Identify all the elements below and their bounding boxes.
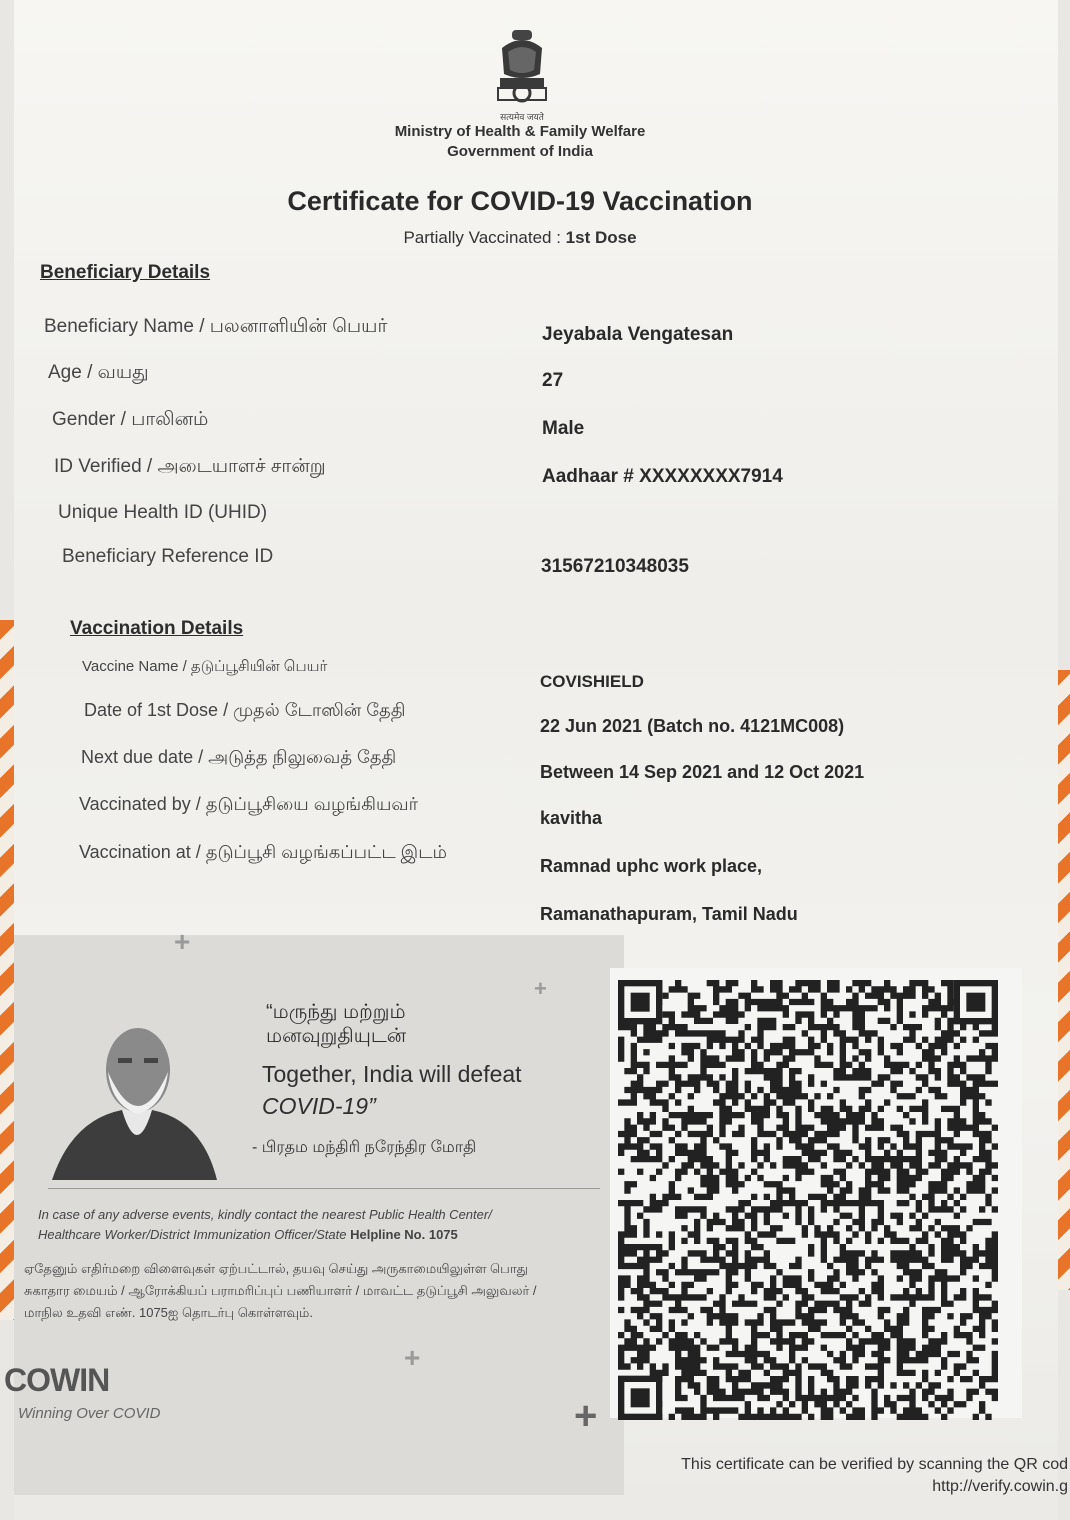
advisory-tamil (24, 1258, 604, 1324)
cowin-tagline: Winning Over COVID (18, 1405, 161, 1422)
vaccination-status (260, 228, 780, 248)
quote-tamil-line-1: “மருந்து மற்றும் (266, 1001, 406, 1023)
beneficiary-name-label: Beneficiary Name / பலனாளியின் பெயர் (44, 316, 388, 337)
qr-code-icon (618, 980, 998, 1420)
ministry-line-1: Ministry of Health & Family Welfare (394, 123, 646, 140)
advisory-tamil-line-3: மாநில உதவி எண். 1075ஐ தொடர்பு கொள்ளவும். (24, 1305, 313, 1320)
first-dose-date-label: Date of 1st Dose / முதல் டோஸின் தேதி (84, 700, 406, 720)
cowin-logo: COWIN (4, 1362, 110, 1398)
status-dose: 1st Dose (565, 228, 637, 247)
uhid-label: Unique Health ID (UHID) (58, 502, 268, 523)
age-label: Age / வயது (48, 362, 149, 383)
reference-id-label: Beneficiary Reference ID (62, 546, 274, 567)
plus-icon: + (534, 976, 547, 1001)
plus-icon: + (574, 1394, 598, 1438)
divider (48, 1188, 600, 1189)
beneficiary-details-heading: Beneficiary Details (40, 262, 211, 283)
gender-value: Male (542, 418, 585, 439)
advisory-english-line-2: Healthcare Worker/District Immunization Officer/State (38, 1227, 347, 1242)
age-value: 27 (542, 370, 564, 391)
plus-icon: + (174, 926, 191, 957)
verify-note-line-1: This certificate can be verified by scanning the QR cod (681, 1456, 1068, 1473)
quote-tamil (266, 1000, 406, 1048)
quote-english-line-2: COVID-19” (262, 1093, 376, 1119)
vaccinated-by-value: kavitha (540, 808, 603, 828)
quote-english-line-1: Together, India will defeat (262, 1061, 522, 1087)
verify-url: http://verify.cowin.g (932, 1478, 1068, 1495)
national-emblem-icon (494, 26, 550, 114)
emblem-caption: सत्यमेव जयते (500, 112, 544, 122)
quote-attribution: - பிரதம மந்திரி நரேந்திர மோதி (252, 1139, 477, 1156)
beneficiary-name-value: Jeyabala Vengatesan (542, 324, 734, 345)
first-dose-date-value: 22 Jun 2021 (Batch no. 4121MC008) (540, 716, 845, 736)
next-due-date-value: Between 14 Sep 2021 and 12 Oct 2021 (540, 762, 865, 782)
reference-id-value: 31567210348035 (541, 556, 689, 577)
ministry-heading (340, 122, 700, 162)
prime-minister-photo (52, 1010, 217, 1180)
advisory-english (38, 1205, 598, 1245)
advisory-english-line-1: In case of any adverse events, kindly contact the nearest Public Health Center/ (38, 1207, 492, 1222)
verify-note (672, 1454, 1068, 1498)
quote-tamil-line-2: மனவுறுதியுடன் (266, 1025, 407, 1047)
next-due-date-label: Next due date / அடுத்த நிலுவைத் தேதி (81, 747, 397, 767)
vaccination-details-heading: Vaccination Details (70, 618, 244, 639)
vaccine-name-value: COVISHIELD (540, 672, 644, 691)
advisory-tamil-line-2: சுகாதார மையம் / ஆரோக்கியப் பராமரிப்புப் பணியாளர் / மாவட்ட தடுப்பூசி அலுவலர் / (24, 1283, 537, 1298)
plus-icon: + (404, 1342, 421, 1373)
id-verified-value: Aadhaar # XXXXXXXX7914 (542, 466, 783, 487)
vaccination-at-value-line1: Ramnad uphc work place, (540, 856, 763, 876)
quote-english (262, 1058, 522, 1122)
vaccination-at-value-line2: Ramanathapuram, Tamil Nadu (540, 904, 798, 924)
status-prefix: Partially Vaccinated : (403, 228, 561, 247)
ministry-line-2: Government of India (447, 143, 593, 160)
id-verified-label: ID Verified / அடையாளச் சான்று (54, 456, 326, 477)
advisory-tamil-line-1: ஏதேனும் எதிர்மறை விளைவுகள் ஏற்பட்டால், தயவு செய்து அருகாமையிலுள்ள பொது (24, 1261, 528, 1276)
vaccination-at-label: Vaccination at / தடுப்பூசி வழங்கப்பட்ட இடம் (79, 842, 447, 862)
gender-label: Gender / பாலினம் (52, 409, 209, 430)
certificate-title: Certificate for COVID-19 Vaccination (287, 186, 753, 216)
helpline-number: Helpline No. 1075 (350, 1227, 458, 1242)
vaccinated-by-label: Vaccinated by / தடுப்பூசியை வழங்கியவர் (79, 794, 419, 814)
vaccine-name-label: Vaccine Name / தடுப்பூசியின் பெயர் (82, 658, 328, 675)
